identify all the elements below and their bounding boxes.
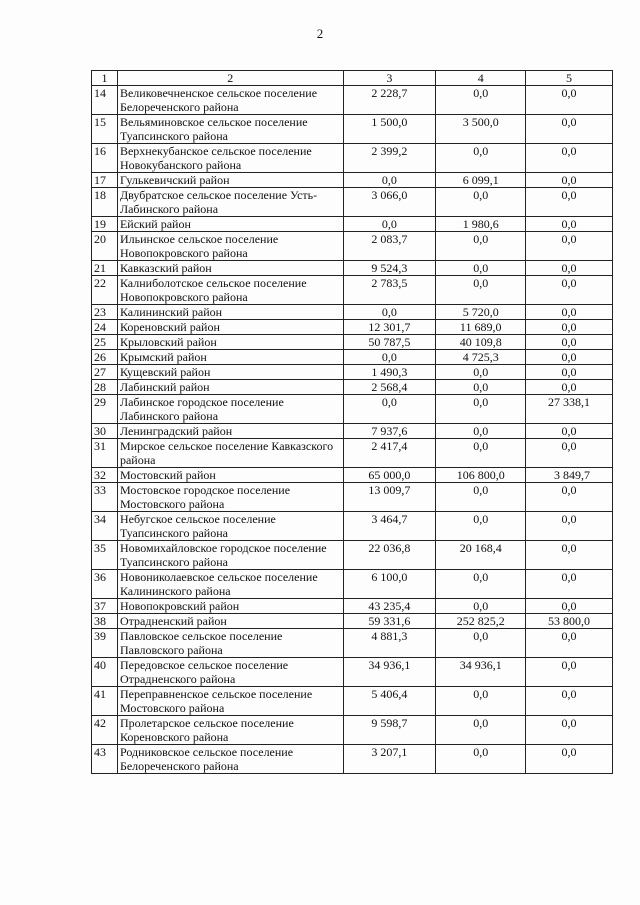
table-header-row	[92, 71, 613, 86]
row-number: 20	[92, 232, 118, 261]
row-number: 39	[92, 629, 118, 658]
table-row	[92, 350, 613, 365]
column-4-value: 4 725,3	[436, 350, 526, 365]
column-5-value: 53 800,0	[526, 614, 613, 629]
column-4-value: 0,0	[436, 365, 526, 380]
row-number: 23	[92, 305, 118, 320]
column-4-value: 0,0	[436, 716, 526, 745]
column-4-value: 0,0	[436, 261, 526, 276]
column-4-value: 0,0	[436, 188, 526, 217]
column-5-value: 0,0	[526, 305, 613, 320]
row-number: 30	[92, 424, 118, 439]
column-3-value: 50 787,5	[343, 335, 436, 350]
column-3-value: 0,0	[343, 173, 436, 188]
page-number: 2	[316, 26, 324, 41]
column-3-value: 13 009,7	[343, 483, 436, 512]
column-4-value: 40 109,8	[436, 335, 526, 350]
municipality-name: Небугское сельское поселение Туапсинского района	[117, 512, 343, 541]
table-row	[92, 439, 613, 468]
municipality-name: Двубратское сельское поселение Усть-Лабинского района	[117, 188, 343, 217]
column-4-value: 0,0	[436, 86, 526, 115]
municipality-name: Отрадненский район	[117, 614, 343, 629]
column-3-value: 2 399,2	[343, 144, 436, 173]
municipality-name: Гулькевичский район	[117, 173, 343, 188]
column-3-value: 2 568,4	[343, 380, 436, 395]
column-4-value: 34 936,1	[436, 658, 526, 687]
municipality-name: Вельяминовское сельское поселение Туапсинского района	[117, 115, 343, 144]
column-4-value: 0,0	[436, 276, 526, 305]
row-number: 40	[92, 658, 118, 687]
column-header-5: 5	[526, 71, 613, 86]
municipality-name: Ейский район	[117, 217, 343, 232]
column-3-value: 0,0	[343, 305, 436, 320]
table-row	[92, 335, 613, 350]
column-4-value: 0,0	[436, 629, 526, 658]
column-4-value: 6 099,1	[436, 173, 526, 188]
column-3-value: 0,0	[343, 350, 436, 365]
column-4-value: 0,0	[436, 483, 526, 512]
table-row	[92, 261, 613, 276]
column-3-value: 59 331,6	[343, 614, 436, 629]
table-row	[92, 380, 613, 395]
column-3-value: 6 100,0	[343, 570, 436, 599]
row-number: 22	[92, 276, 118, 305]
municipality-name: Новомихайловское городское поселение Туапсинского района	[117, 541, 343, 570]
column-3-value: 65 000,0	[343, 468, 436, 483]
column-5-value: 0,0	[526, 483, 613, 512]
column-4-value: 0,0	[436, 687, 526, 716]
column-4-value: 0,0	[436, 144, 526, 173]
column-5-value: 0,0	[526, 173, 613, 188]
column-5-value: 3 849,7	[526, 468, 613, 483]
column-header-1: 1	[92, 71, 118, 86]
allocation-table	[91, 70, 613, 774]
municipality-name: Калниболотское сельское поселение Новопокровского района	[117, 276, 343, 305]
row-number: 21	[92, 261, 118, 276]
row-number: 31	[92, 439, 118, 468]
municipality-name: Лабинское городское поселение Лабинского района	[117, 395, 343, 424]
municipality-name: Переправненское сельское поселение Мостовского района	[117, 687, 343, 716]
row-number: 38	[92, 614, 118, 629]
column-5-value: 0,0	[526, 217, 613, 232]
column-3-value: 4 881,3	[343, 629, 436, 658]
column-4-value: 0,0	[436, 380, 526, 395]
row-number: 43	[92, 745, 118, 774]
column-5-value: 0,0	[526, 424, 613, 439]
table-row	[92, 115, 613, 144]
municipality-name: Мостовский район	[117, 468, 343, 483]
column-4-value: 0,0	[436, 570, 526, 599]
column-3-value: 9 524,3	[343, 261, 436, 276]
column-3-value: 43 235,4	[343, 599, 436, 614]
municipality-name: Верхнекубанское сельское поселение Новокубанского района	[117, 144, 343, 173]
table-row	[92, 599, 613, 614]
row-number: 16	[92, 144, 118, 173]
municipality-name: Кущевский район	[117, 365, 343, 380]
table-row	[92, 144, 613, 173]
row-number: 42	[92, 716, 118, 745]
row-number: 24	[92, 320, 118, 335]
table-row	[92, 468, 613, 483]
table-row	[92, 512, 613, 541]
row-number: 41	[92, 687, 118, 716]
municipality-name: Кавказский район	[117, 261, 343, 276]
column-5-value: 0,0	[526, 629, 613, 658]
column-3-value: 3 066,0	[343, 188, 436, 217]
column-5-value: 0,0	[526, 687, 613, 716]
row-number: 19	[92, 217, 118, 232]
column-5-value: 0,0	[526, 541, 613, 570]
column-3-value: 3 207,1	[343, 745, 436, 774]
column-3-value: 2 783,5	[343, 276, 436, 305]
row-number: 17	[92, 173, 118, 188]
column-header-3: 3	[343, 71, 436, 86]
column-3-value: 1 500,0	[343, 115, 436, 144]
column-5-value: 0,0	[526, 188, 613, 217]
table-row	[92, 614, 613, 629]
column-3-value: 0,0	[343, 395, 436, 424]
table-row	[92, 483, 613, 512]
row-number: 37	[92, 599, 118, 614]
row-number: 25	[92, 335, 118, 350]
column-4-value: 3 500,0	[436, 115, 526, 144]
column-3-value: 2 417,4	[343, 439, 436, 468]
column-4-value: 0,0	[436, 232, 526, 261]
column-4-value: 1 980,6	[436, 217, 526, 232]
column-3-value: 9 598,7	[343, 716, 436, 745]
municipality-name: Пролетарское сельское поселение Кореновского района	[117, 716, 343, 745]
column-header-4: 4	[436, 71, 526, 86]
table-row	[92, 541, 613, 570]
municipality-name: Павловское сельское поселение Павловского района	[117, 629, 343, 658]
column-4-value: 0,0	[436, 439, 526, 468]
table-row	[92, 716, 613, 745]
table-row	[92, 305, 613, 320]
column-5-value: 0,0	[526, 350, 613, 365]
column-5-value: 0,0	[526, 716, 613, 745]
table-row	[92, 232, 613, 261]
column-4-value: 20 168,4	[436, 541, 526, 570]
column-4-value: 0,0	[436, 599, 526, 614]
municipality-name: Великовечненское сельское поселение Белореченского района	[117, 86, 343, 115]
municipality-name: Новониколаевское сельское поселение Калининского района	[117, 570, 343, 599]
column-4-value: 252 825,2	[436, 614, 526, 629]
column-4-value: 106 800,0	[436, 468, 526, 483]
municipality-name: Крыловский район	[117, 335, 343, 350]
table-body	[92, 86, 613, 774]
column-3-value: 22 036,8	[343, 541, 436, 570]
row-number: 27	[92, 365, 118, 380]
column-5-value: 0,0	[526, 144, 613, 173]
column-3-value: 5 406,4	[343, 687, 436, 716]
table-row	[92, 173, 613, 188]
municipality-name: Ленинградский район	[117, 424, 343, 439]
column-3-value: 0,0	[343, 217, 436, 232]
column-4-value: 11 689,0	[436, 320, 526, 335]
municipality-name: Новопокровский район	[117, 599, 343, 614]
row-number: 33	[92, 483, 118, 512]
table-row	[92, 276, 613, 305]
column-4-value: 0,0	[436, 424, 526, 439]
column-4-value: 0,0	[436, 512, 526, 541]
row-number: 15	[92, 115, 118, 144]
row-number: 35	[92, 541, 118, 570]
column-5-value: 0,0	[526, 658, 613, 687]
column-header-2: 2	[117, 71, 343, 86]
municipality-name: Калининский район	[117, 305, 343, 320]
table-row	[92, 687, 613, 716]
column-5-value: 0,0	[526, 335, 613, 350]
table-row	[92, 629, 613, 658]
column-4-value: 0,0	[436, 395, 526, 424]
municipality-name: Мостовское городское поселение Мостовского района	[117, 483, 343, 512]
column-4-value: 5 720,0	[436, 305, 526, 320]
table-row	[92, 570, 613, 599]
municipality-name: Крымский район	[117, 350, 343, 365]
table-row	[92, 217, 613, 232]
municipality-name: Кореновский район	[117, 320, 343, 335]
column-5-value: 0,0	[526, 115, 613, 144]
column-4-value: 0,0	[436, 745, 526, 774]
row-number: 36	[92, 570, 118, 599]
table-row	[92, 188, 613, 217]
table-row	[92, 395, 613, 424]
column-5-value: 0,0	[526, 365, 613, 380]
row-number: 34	[92, 512, 118, 541]
municipality-name: Передовское сельское поселение Отрадненского района	[117, 658, 343, 687]
column-3-value: 2 228,7	[343, 86, 436, 115]
column-5-value: 0,0	[526, 232, 613, 261]
column-5-value: 0,0	[526, 512, 613, 541]
row-number: 26	[92, 350, 118, 365]
column-5-value: 0,0	[526, 439, 613, 468]
column-3-value: 3 464,7	[343, 512, 436, 541]
table-row	[92, 320, 613, 335]
column-5-value: 0,0	[526, 599, 613, 614]
column-3-value: 7 937,6	[343, 424, 436, 439]
municipality-name: Лабинский район	[117, 380, 343, 395]
municipality-name: Ильинское сельское поселение Новопокровского района	[117, 232, 343, 261]
column-3-value: 1 490,3	[343, 365, 436, 380]
table-row	[92, 658, 613, 687]
column-5-value: 0,0	[526, 86, 613, 115]
column-5-value: 0,0	[526, 380, 613, 395]
column-5-value: 0,0	[526, 276, 613, 305]
table-row	[92, 745, 613, 774]
row-number: 32	[92, 468, 118, 483]
municipality-name: Родниковское сельское поселение Белореченского района	[117, 745, 343, 774]
table-row	[92, 365, 613, 380]
column-3-value: 34 936,1	[343, 658, 436, 687]
column-5-value: 27 338,1	[526, 395, 613, 424]
table-row	[92, 86, 613, 115]
column-3-value: 2 083,7	[343, 232, 436, 261]
row-number: 18	[92, 188, 118, 217]
municipality-name: Мирское сельское поселение Кавказского района	[117, 439, 343, 468]
column-5-value: 0,0	[526, 570, 613, 599]
row-number: 29	[92, 395, 118, 424]
row-number: 14	[92, 86, 118, 115]
column-5-value: 0,0	[526, 261, 613, 276]
row-number: 28	[92, 380, 118, 395]
table-row	[92, 424, 613, 439]
column-5-value: 0,0	[526, 320, 613, 335]
column-5-value: 0,0	[526, 745, 613, 774]
column-3-value: 12 301,7	[343, 320, 436, 335]
